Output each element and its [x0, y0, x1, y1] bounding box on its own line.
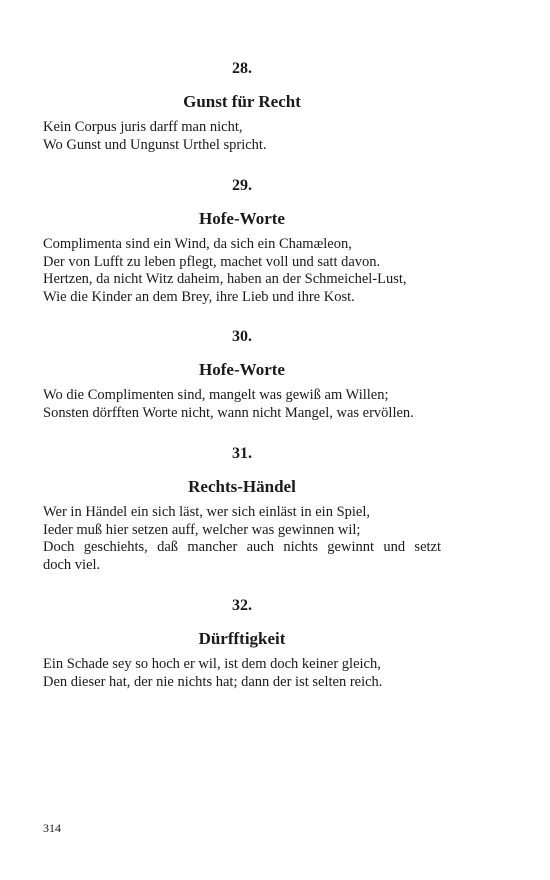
poem-line: Ieder muß hier setzen auff, welcher was gewinnen wil;: [43, 521, 361, 538]
poem-line: Wie die Kinder an dem Brey, ihre Lieb und ihre Kost.: [43, 288, 355, 305]
poem-body: [43, 656, 441, 691]
poem-line: Hertzen, da nicht Witz daheim, haben an der Schmeichel-Lust,: [43, 271, 407, 287]
poem-number: 32.: [232, 597, 252, 614]
poem-title: Hofe-Worte: [199, 209, 285, 228]
poem-line: Kein Corpus juris darff man nicht,: [43, 119, 243, 135]
poem-line: Den dieser hat, der nie nichts hat; dann der ist selten reich.: [43, 673, 383, 690]
poem-title: Rechts-Händel: [188, 477, 296, 496]
poem-line: Complimenta sind ein Wind, da sich ein Chamæleon,: [43, 236, 352, 252]
poem-line: Wer in Händel ein sich läst, wer sich einläst in ein Spiel,: [43, 504, 371, 520]
poem-line: Wo die Complimenten sind, mangelt was gewiß am Willen;: [43, 387, 389, 403]
poem-body: [43, 236, 441, 306]
poem-line: Sonsten dörfften Worte nicht, wann nicht Mangel, was ervöllen.: [43, 404, 414, 421]
poem-number: 29.: [232, 177, 252, 194]
poem-30: [43, 327, 441, 422]
poem-28: [43, 59, 441, 154]
poem-title: Dürfftigkeit: [198, 629, 286, 648]
poem-32: [43, 596, 441, 691]
poem-line: Ein Schade sey so hoch er wil, ist dem doch keiner gleich,: [43, 656, 381, 672]
poem-line: Doch geschiehts, daß mancher auch nichts gewinnt und setzt: [43, 539, 441, 555]
poem-number: 28.: [232, 60, 252, 77]
poem-31: [43, 444, 441, 574]
poem-body: [43, 119, 441, 154]
poem-title: Hofe-Worte: [199, 360, 285, 379]
poem-number: 31.: [232, 445, 252, 462]
poem-line: Wo Gunst und Ungunst Urthel spricht.: [43, 136, 267, 153]
poem-title: Gunst für Recht: [183, 92, 301, 111]
poem-body: [43, 387, 441, 422]
poem-line: doch viel.: [43, 556, 101, 573]
poem-number: 30.: [232, 328, 252, 345]
poem-body: [43, 504, 441, 574]
poem-line: Der von Lufft zu leben pflegt, machet voll und satt davon.: [43, 253, 381, 270]
page-number: 314: [43, 821, 61, 835]
poem-29: [43, 176, 441, 306]
